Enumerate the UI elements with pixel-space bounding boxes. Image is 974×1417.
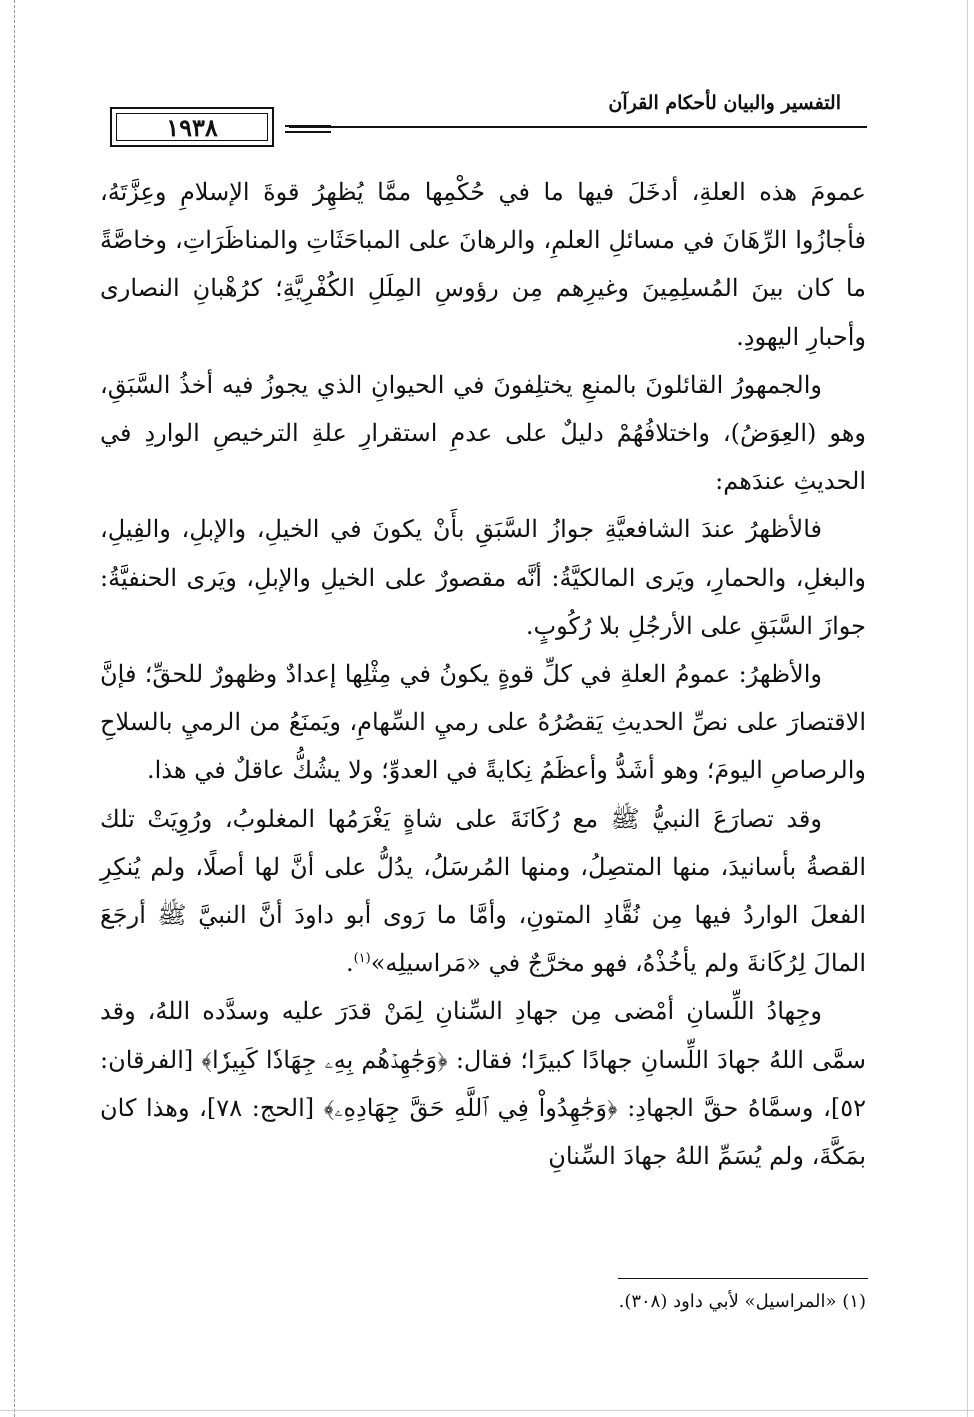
page-number-frame (110, 107, 274, 147)
paragraph: وجِهادُ اللِّسانِ أمْضى مِن جهادِ السِّنانِ لِمَنْ قدَرَ عليه وسدَّده اللهُ، وقد سمَّى اللهُ جهادَ اللِّسانِ جهادًا كبيرًا؛ فقال: ﴿وَجَٰهِدۡهُم بِهِۦ جِهَادٗا كَبِيرٗا﴾ [الفرقان: ٥٢]، وسمَّاهُ حقَّ الجهادِ: ﴿وَجَٰهِدُواْ فِي ٱللَّهِ حَقَّ جِهَادِهِۦ﴾ [الحج: ٧٨]، وهذا كان بمَكَّةَ، ولم يُسَمِّ اللهُ جهادَ السِّنانِ (100, 997, 866, 1171)
header-double-rule-bottom (285, 131, 331, 133)
page-edge-bottom (0, 1410, 974, 1411)
main-text (100, 168, 866, 1180)
paragraph: والجمهورُ القائلونَ بالمنعِ يختلِفونَ في الحيوانِ الذي يجوزُ فيه أخذُ السَّبَقِ، وهو (العِوَضُ)، واختلافُهُمْ دليلٌ على عدمِ استقرارِ علةِ الترخيصِ الواردِ في الحديثِ عندَهم: (100, 370, 866, 496)
paragraph-end-mark: . (345, 949, 354, 978)
page-number: ١٩٣٨ (116, 113, 268, 141)
page-edge-right (967, 0, 968, 1417)
footnote-reference[interactable]: (١) (353, 951, 371, 967)
header-rule (289, 126, 867, 128)
paragraph: فالأظهرُ عندَ الشافعيَّةِ جوازُ السَّبَقِ بأَنْ يكونَ في الخيلِ، والإبلِ، والفِيلِ، والبغلِ، والحمارِ، ويَرى المالكيَّةُ: أنَّه مقصورٌ على الخيلِ والإبلِ، ويَرى الحنفيَّةُ: جوازَ السَّبَقِ على الأرجُلِ بلا رُكُوبٍ. (100, 515, 866, 640)
paragraph: عمومَ هذه العلةِ، أدخَلَ فيها ما في حُكْمِها ممَّا يُظهِرُ قوةَ الإسلامِ وعِزَّتَهُ، فأجازُوا الرِّهَانَ في مسائلِ العلمِ، والرهانَ على المباحَثَاتِ والمناظَرَاتِ، وخاصَّةً ما كان بينَ المُسلِمِينَ وغيرِهم مِن رؤوسِ المِلَلِ الكُفْرِيَّةِ؛ كرُهْبانِ النصارى وأحبارِ اليهودِ. (100, 178, 866, 351)
footnote-separator (618, 1278, 868, 1279)
page-edge-left (14, 0, 15, 1417)
paragraph: والأظهرُ: عمومُ العلةِ في كلِّ قوةٍ يكونُ في مِثْلِها إعدادٌ وظهورٌ للحقِّ؛ فإنَّ الاقتصارَ على نصِّ الحديثِ يَقصُرُهُ على رميِ السِّهامِ، ويَمنَعُ من الرميِ بالسلاحِ والرصاصِ اليومَ؛ وهو أشَدُّ وأعظَمُ نِكايةً في العدوِّ؛ ولا يشُكُّ عاقلٌ في هذا. (100, 660, 866, 785)
header-double-rule-top (285, 125, 331, 127)
running-title: التفسير والبيان لأحكام القرآن (608, 92, 841, 114)
footnote: (١) «المراسيل» لأبي داود (٣٠٨). (618, 1291, 866, 1312)
paragraph-with-footnote (100, 795, 866, 988)
page-header (105, 92, 867, 152)
paragraph-text: وقد تصارَعَ النبيُّ ﷺ مع رُكَانَةَ على شاةٍ يَغْرَمُها المغلوبُ، ورُوِيَتْ تلك القصةُ بأسانيدَ، منها المتصِلُ، ومنها المُرسَلُ، يدُلُّ على أنَّ لها أصلًا، ولم يُنكِرِ الفعلَ الواردُ فيها مِن نُقَّادِ المتونِ، وأمَّا ما رَوى أبو داودَ أنَّ النبيَّ ﷺ أرجَعَ المالَ لِرُكَانةَ ولم يأخُذْهُ، فهو مخرَّجٌ في «مَراسيلِه» (100, 804, 866, 978)
